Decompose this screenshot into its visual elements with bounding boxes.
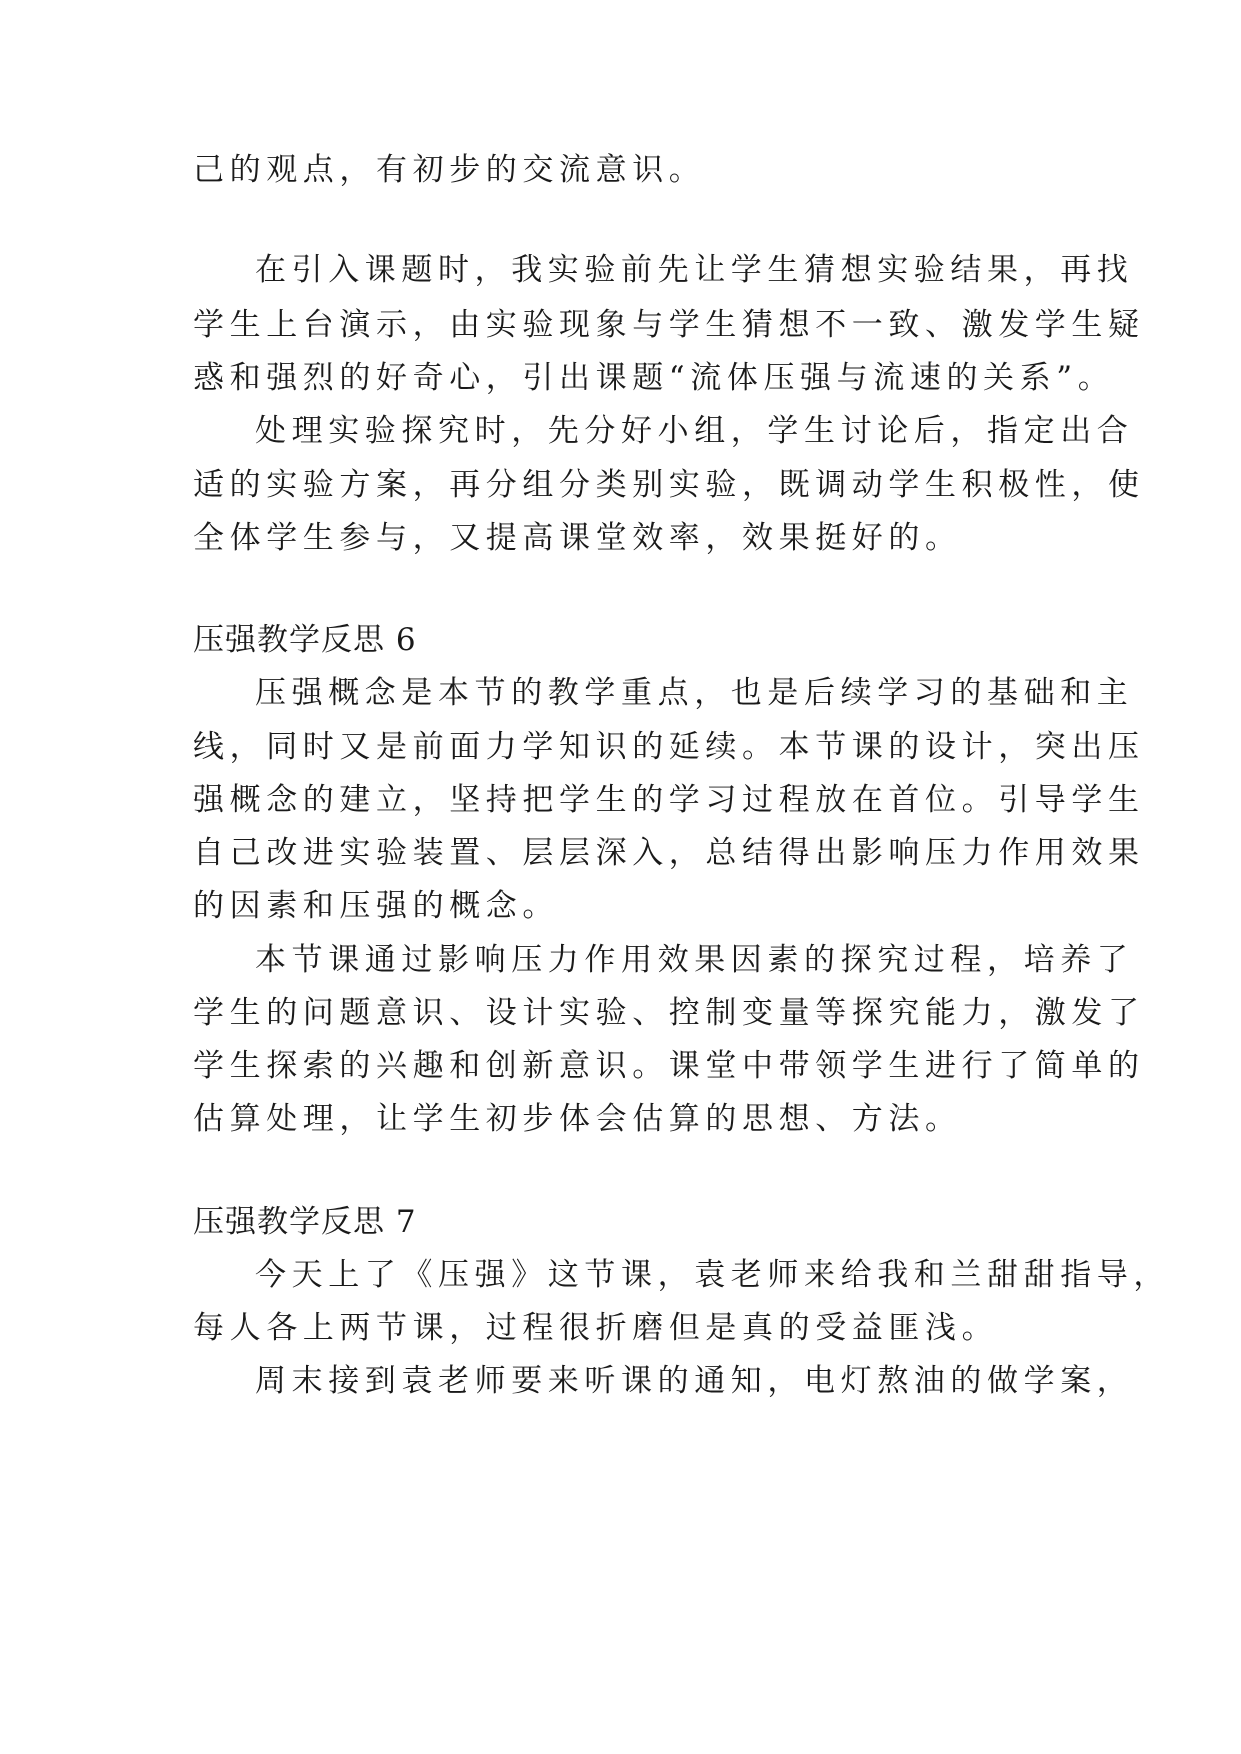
paragraph-line: 己的观点，有初步的交流意识。 [193, 152, 706, 188]
paragraph-line: 每人各上两节课，过程很折磨但是真的受益匪浅。 [193, 1310, 999, 1346]
paragraph-line: 处理实验探究时，先分好小组，学生讨论后，指定出合 [255, 413, 1134, 449]
paragraph-line: 适的实验方案，再分组分类别实验，既调动学生积极性，使 [193, 467, 1145, 503]
paragraph-line: 学生的问题意识、设计实验、控制变量等探究能力，激发了 [193, 995, 1145, 1031]
paragraph-line: 强概念的建立，坚持把学生的学习过程放在首位。引导学生 [193, 782, 1145, 818]
paragraph-line: 学生上台演示，由实验现象与学生猜想不一致、激发学生疑 [193, 307, 1145, 343]
paragraph-line: 学生探索的兴趣和创新意识。课堂中带领学生进行了简单的 [193, 1048, 1145, 1084]
paragraph-line: 周末接到袁老师要来听课的通知，电灯熬油的做学案， [255, 1363, 1134, 1399]
section-heading: 压强教学反思 7 [193, 1204, 417, 1240]
paragraph-line: 的因素和压强的概念。 [193, 888, 559, 924]
section-heading: 压强教学反思 6 [193, 622, 417, 658]
paragraph-line: 估算处理，让学生初步体会估算的思想、方法。 [193, 1101, 962, 1137]
paragraph-line: 自己改进实验装置、层层深入，总结得出影响压力作用效果 [193, 835, 1145, 871]
paragraph-line: 线，同时又是前面力学知识的延续。本节课的设计，突出压 [193, 729, 1145, 765]
paragraph-line: 全体学生参与，又提高课堂效率，效果挺好的。 [193, 520, 962, 556]
paragraph-line: 在引入课题时，我实验前先让学生猜想实验结果，再找 [255, 252, 1134, 288]
paragraph-line: 压强概念是本节的教学重点，也是后续学习的基础和主 [255, 675, 1134, 711]
paragraph-line: 本节课通过影响压力作用效果因素的探究过程，培养了 [255, 942, 1134, 978]
paragraph-line: 今天上了《压强》这节课，袁老师来给我和兰甜甜指导， [255, 1257, 1170, 1293]
paragraph-line: 惑和强烈的好奇心，引出课题“流体压强与流速的关系”。 [193, 360, 1115, 396]
